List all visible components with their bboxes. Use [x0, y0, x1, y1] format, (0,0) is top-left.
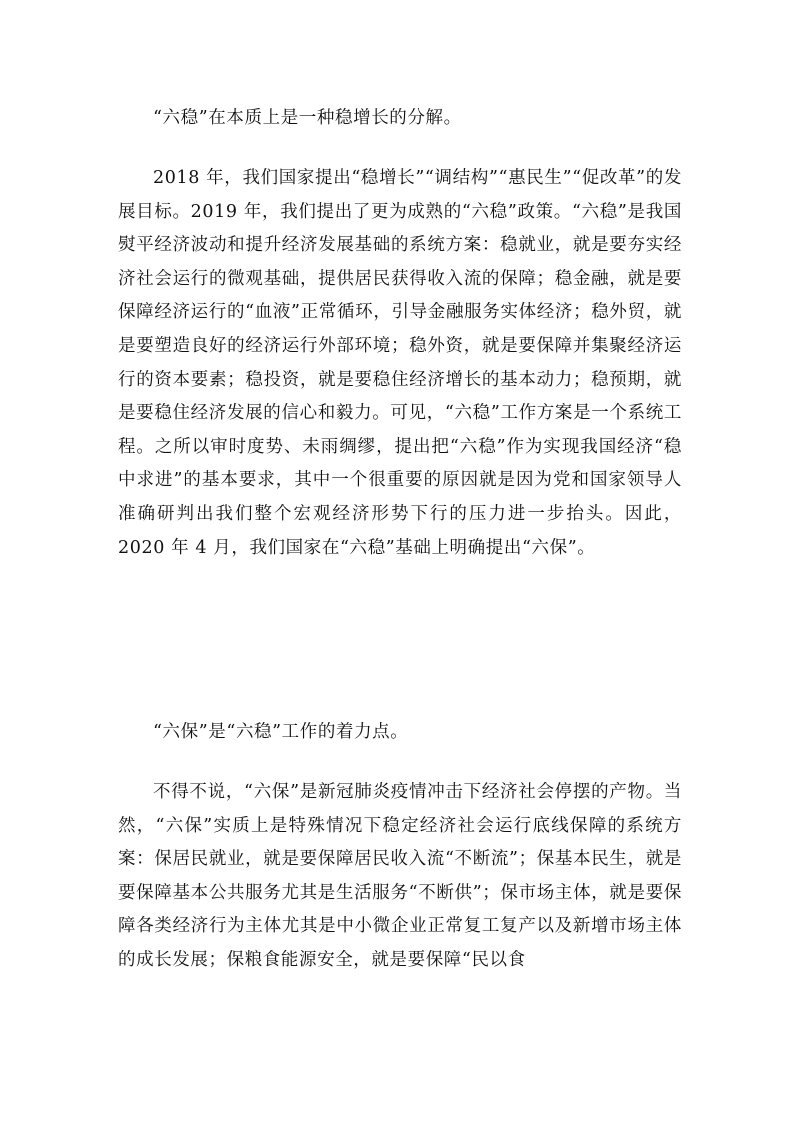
- body-paragraph-six-guarantees: [118, 776, 682, 978]
- paragraph-text: 2018 年，我们国家提出“稳增长”“调结构”“惠民生”“促改革”的发展目标。2019 年，我们提出了更为成熟的“六稳”政策。“六稳”是我国熨平经济波动和提升经济发展基础的系统方案：稳就业，就是要夯实经济社会运行的微观基础，提供居民获得收入流的保障；稳金融，就是要保障经济运行的“血液”正常循环，引导金融服务实体经济；稳外贸，就是要塑造良好的经济运行外部环境；稳外资，就是要保障并集聚经济运行的资本要素；稳投资，就是要稳住经济增长的基本动力；稳预期，就是要稳住经济发展的信心和毅力。可见，“六稳”工作方案是一个系统工程。之所以审时度势、未雨绸缪，提出把“六稳”作为实现我国经济“稳中求进”的基本要求，其中一个很重要的原因就是因为党和国家领导人准确研判出我们整个宏观经济形势下行的压力进一步抬头。因此，2020 年 4 月，我们国家在“六稳”基础上明确提出“六保”。: [118, 168, 682, 558]
- section-heading-six-stabilities: [118, 102, 682, 136]
- body-paragraph-six-stabilities: [118, 162, 682, 565]
- section-heading-six-guarantees: [118, 716, 682, 750]
- heading-text: “六保”是“六稳”工作的着力点。: [153, 722, 409, 742]
- heading-text: “六稳”在本质上是一种稳增长的分解。: [153, 108, 462, 128]
- paragraph-text: 不得不说，“六保”是新冠肺炎疫情冲击下经济社会停摆的产物。当然，“六保”实质上是特殊情况下稳定经济社会运行底线保障的系统方案：保居民就业，就是要保障居民收入流“不断流”；保基本民生，就是要保障基本公共服务尤其是生活服务“不断供”；保市场主体，就是要保障各类经济行为主体尤其是中小微企业正常复工复产以及新增市场主体的成长发展；保粮食能源安全，就是要保障“民以食: [118, 782, 682, 970]
